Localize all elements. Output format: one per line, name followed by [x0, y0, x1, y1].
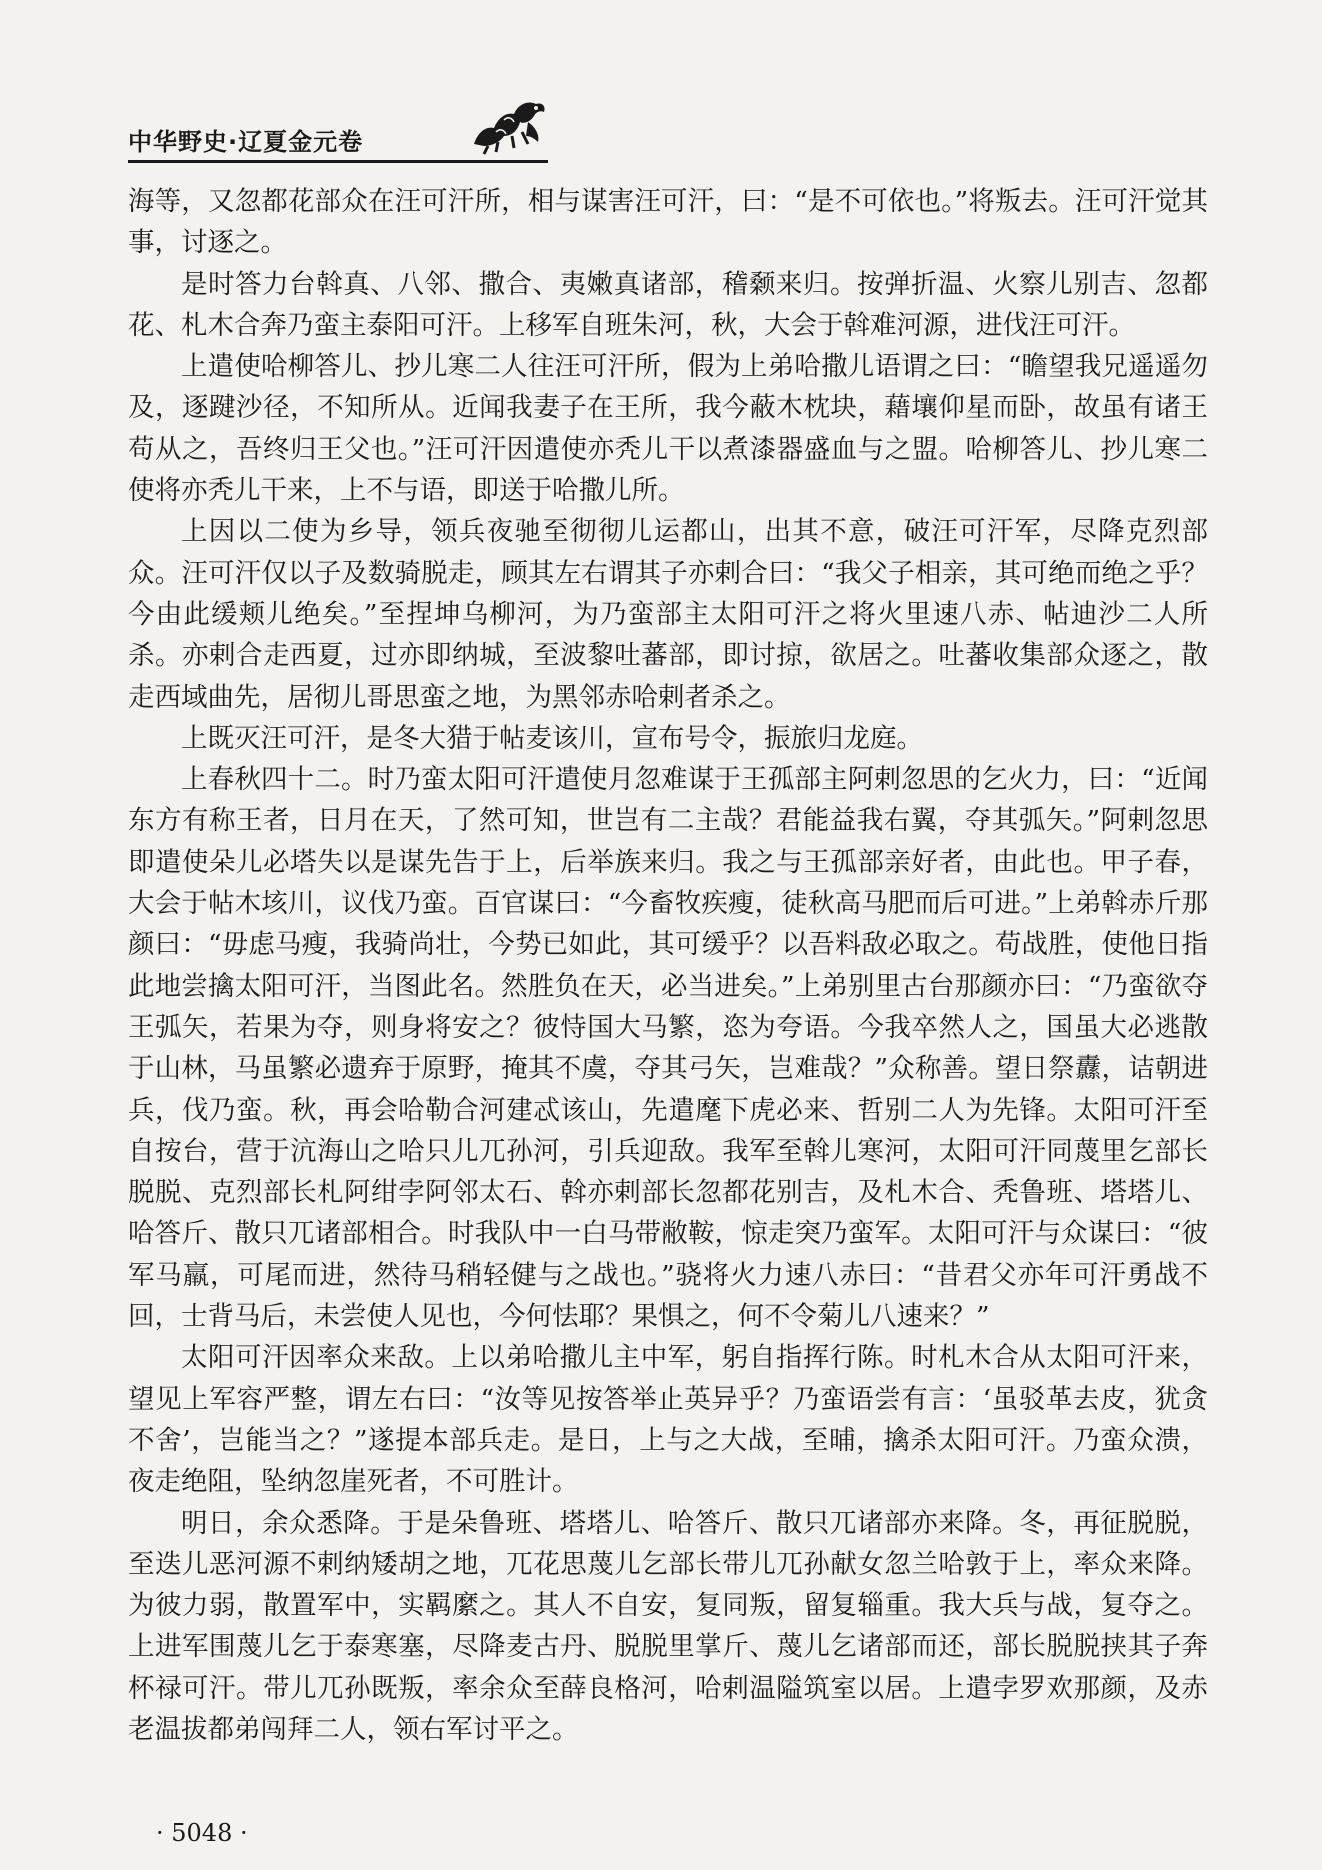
- running-header: [128, 104, 558, 160]
- paragraph: 上因以二使为乡导，领兵夜驰至彻彻儿运都山，出其不意，破汪可汗军，尽降克烈部众。汪可汗仅以子及数骑脱走，顾其左右谓其子亦剌合曰：“我父子相亲，其可绝而绝之乎？今由此缓颊儿绝矣。”至捏坤乌柳河，为乃蛮部主太阳可汗之将火里速八赤、帖迪沙二人所杀。亦剌合走西夏，过亦即纳城，至波黎吐蕃部，即讨掠，欲居之。吐蕃收集部众逐之，散走西域曲先，居彻儿哥思蛮之地，为黑邻赤哈剌者杀之。: [128, 516, 1208, 713]
- paragraph: 是时答力台斡真、八邻、撒合、夷嫩真诸部，稽颡来归。按弹折温、火察儿别吉、忽都花、札木合奔乃蛮主泰阳可汗。上移军自班朱河，秋，大会于斡难河源，进伐汪可汗。: [128, 268, 1208, 341]
- paragraph: 太阳可汗因率众来敌。上以弟哈撒儿主中军，躬自指挥行陈。时札木合从太阳可汗来，望见上军容严整，谓左右曰：“汝等见按答举止英异乎？乃蛮语尝有言：‘虽驳革去皮，犹贪不舍’，岂能当之？”遂提本部兵走。是日，上与之大战，至晡，擒杀太阳可汗。乃蛮众溃，夜走绝阻，坠纳忽崖死者，不可胜计。: [128, 1342, 1208, 1498]
- dragon-emblem-icon: [468, 92, 550, 156]
- paragraph: 海等，又忽都花部众在汪可汗所，相与谋害汪可汗，曰：“是不可依也。”将叛去。汪可汗觉其事，讨逐之。: [128, 186, 1208, 259]
- paragraph: 上遣使哈柳答儿、抄儿寒二人往汪可汗所，假为上弟哈撒儿语谓之曰：“瞻望我兄遥遥勿及，逐踺沙径，不知所从。近闻我妻子在王所，我今蔽木枕块，藉壤仰星而卧，故虽有诸王苟从之，吾终归王父也。”汪可汗因遣使亦秃儿干以煮漆器盛血与之盟。哈柳答儿、抄儿寒二使将亦秃儿干来，上不与语，即送于哈撒儿所。: [128, 351, 1208, 507]
- header-rule: [128, 160, 548, 163]
- page-number: · 5048 ·: [156, 1819, 248, 1847]
- paragraph: 明日，余众悉降。于是朵鲁班、塔塔儿、哈答斤、散只兀诸部亦来降。冬，再征脱脱，至迭儿恶河源不剌纳矮胡之地，兀花思蔑儿乞部长带儿兀孙献女忽兰哈敦于上，率众来降。为彼力弱，散置军中，实羁縻之。其人不自安，复同叛，留复辎重。我大兵与战，复夺之。上进军围蔑儿乞于泰寒塞，尽降麦古丹、脱脱里掌斤、蔑儿乞诸部而还，部长脱脱挟其子奔杯禄可汗。带儿兀孙既叛，率余众至薛良格河，哈剌温隘筑室以居。上遣孛罗欢那颜，及赤老温拔都弟闯拜二人，领右军讨平之。: [128, 1507, 1208, 1745]
- book-title: 中华野史·辽夏金元卷: [128, 128, 364, 156]
- body-text: [128, 181, 1208, 1750]
- paragraph: 上春秋四十二。时乃蛮太阳可汗遣使月忽难谋于王孤部主阿剌忽思的乞火力，曰：“近闻东方有称王者，日月在天，了然可知，世岂有二主哉？君能益我右翼，夺其弧矢。”阿剌忽思即遣使朵儿必塔失以是谋先告于上，后举族来归。我之与王孤部亲好者，由此也。甲子春，大会于帖木垓川，议伐乃蛮。百官谋曰：“今畜牧疾瘦，徒秋高马肥而后可进。”上弟斡赤斤那颜曰：“毋虑马瘦，我骑尚壮，今势已如此，其可缓乎？以吾料敌必取之。苟战胜，使他日指此地尝擒太阳可汗，当图此名。然胜负在天，必当进矣。”上弟别里古台那颜亦曰：“乃蛮欲夺王弧矢，若果为夺，则身将安之？彼恃国大马繁，恣为夸语。今我卒然人之，国虽大必逃散于山林，马虽繁必遗弃于原野，掩其不虞，夺其弓矢，岂难哉？”众称善。望日祭纛，诘朝进兵，伐乃蛮。秋，再会哈勒合河建忒该山，先遣麾下虎必来、哲别二人为先锋。太阳可汗至自按台，营于沆海山之哈只儿兀孙河，引兵迎敌。我军至斡儿寒河，太阳可汗同蔑里乞部长脱脱、克烈部长札阿绀孛阿邻太石、斡亦剌部长忽都花别吉，及札木合、秃鲁班、塔塔儿、哈答斤、散只兀诸部相合。时我队中一白马带敝鞍，惊走突乃蛮军。太阳可汗与众谋曰：“彼军马羸，可尾而进，然待马稍轻健与之战也。”骁将火力速八赤曰：“昔君父亦年可汗勇战不回，士背马后，未尝使人见也，今何怯耶？果惧之，何不令菊儿八速来？”: [128, 764, 1208, 1333]
- paragraph: 上既灭汪可汗，是冬大猎于帖麦该川，宣布号令，振旅归龙庭。: [181, 722, 923, 754]
